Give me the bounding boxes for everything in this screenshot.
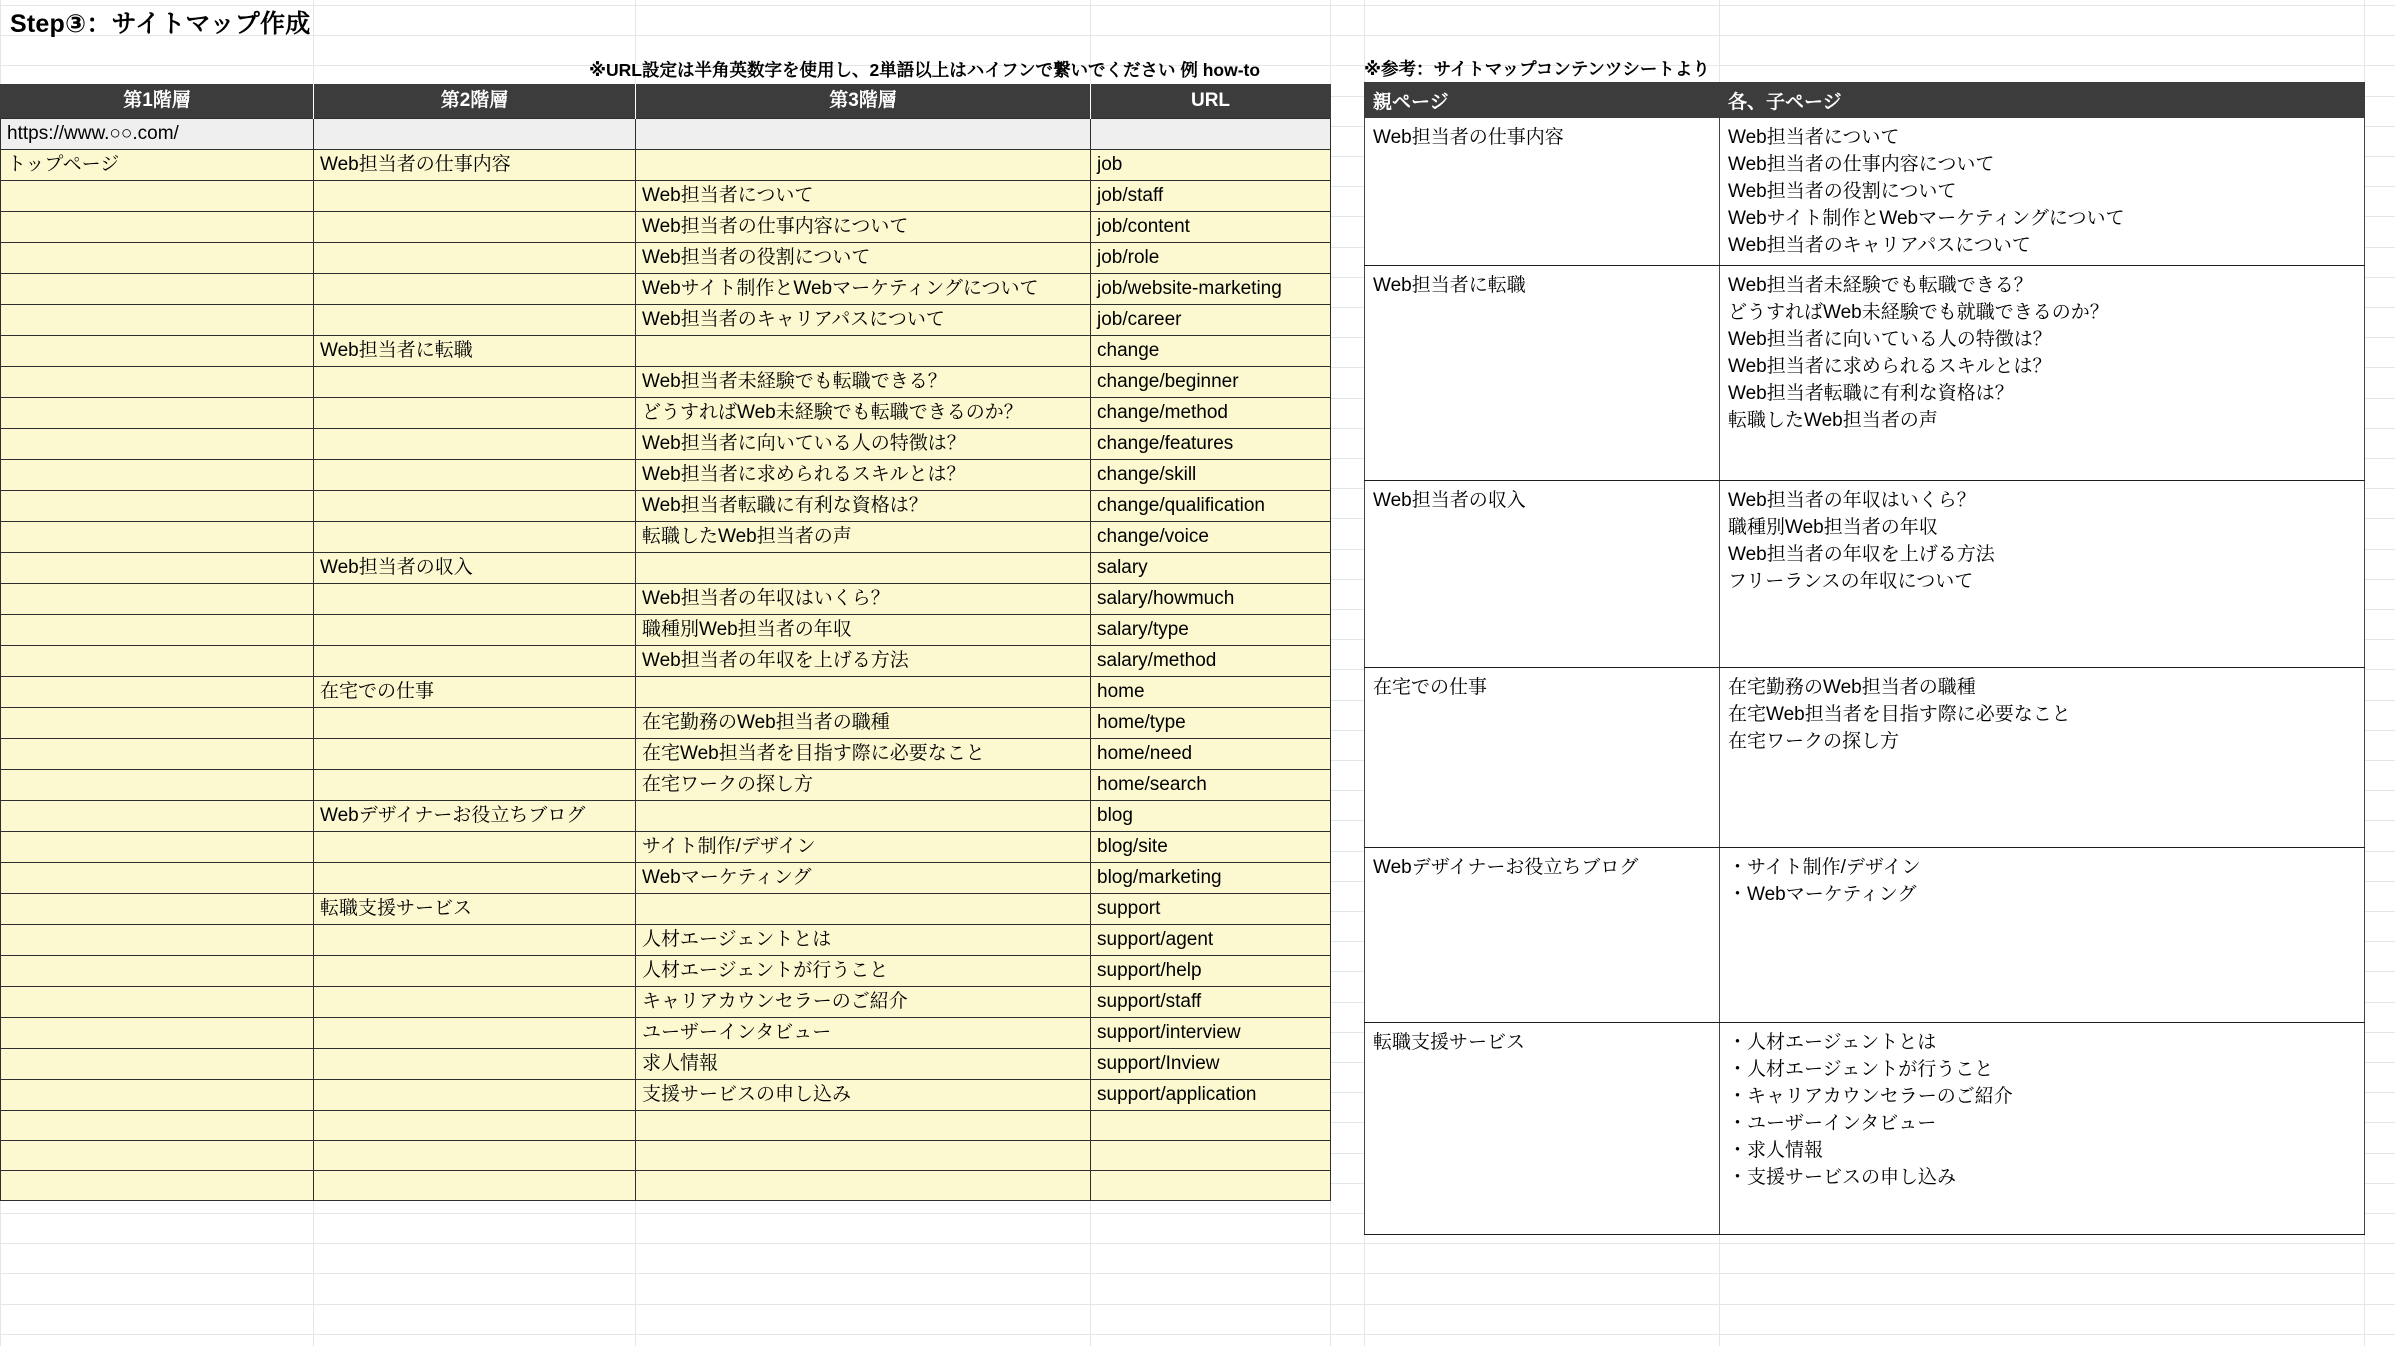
reference-child-page-line: Web担当者に求められるスキルとは？ [1728,356,2052,377]
sitemap-cell-col2[interactable] [314,739,636,770]
sitemap-cell-col3[interactable] [636,119,1091,150]
sitemap-cell-col2[interactable] [314,429,636,460]
sitemap-cell-col4[interactable]: home/search [1091,770,1331,801]
sitemap-cell-col2[interactable]: Webデザイナーお役立ちブログ [314,801,636,832]
sitemap-cell-col4[interactable]: change/skill [1091,460,1331,491]
table-row[interactable] [1,367,1331,398]
sitemap-cell-col1[interactable] [1,615,314,646]
sitemap-cell-col1[interactable] [1,770,314,801]
sitemap-cell-col1[interactable] [1,739,314,770]
sitemap-cell-col2[interactable] [314,1049,636,1080]
sitemap-cell-col3[interactable]: Webサイト制作とWebマーケティングについて [636,274,1091,305]
column-header-parent-page: 親ページ [1365,83,1720,118]
sitemap-cell-col4[interactable]: support [1091,894,1331,925]
sitemap-cell-col1[interactable] [1,863,314,894]
table-row[interactable] [1,646,1331,677]
sitemap-cell-col4[interactable]: change [1091,336,1331,367]
sitemap-cell-col3[interactable]: 人材エージェントとは [636,925,1091,956]
table-row[interactable] [1,553,1331,584]
sitemap-cell-col2[interactable] [314,398,636,429]
sitemap-cell-col1[interactable] [1,367,314,398]
sitemap-cell-col4[interactable]: job/career [1091,305,1331,336]
sitemap-cell-col3[interactable]: 人材エージェントが行うこと [636,956,1091,987]
sitemap-cell-col3[interactable]: Web担当者のキャリアパスについて [636,305,1091,336]
table-row[interactable] [1,801,1331,832]
table-row[interactable] [1,1141,1331,1171]
sitemap-cell-col4[interactable]: support/staff [1091,987,1331,1018]
reference-child-page-line: ・人材エージェントが行うこと [1728,1059,1994,1080]
sitemap-cell-col4[interactable]: job [1091,150,1331,181]
table-row[interactable] [1,863,1331,894]
sitemap-cell-col4[interactable]: salary/type [1091,615,1331,646]
sitemap-cell-col1[interactable] [1,956,314,987]
sitemap-cell-col4[interactable]: job/role [1091,243,1331,274]
reference-header-row [1365,83,2365,118]
sitemap-cell-col3[interactable]: 在宅勤務のWeb担当者の職種 [636,708,1091,739]
reference-parent-page-cell[interactable]: Web担当者に転職 [1365,266,1720,481]
sitemap-cell-col4[interactable]: change/beginner [1091,367,1331,398]
reference-child-page-line: 在宅勤務のWeb担当者の職種 [1728,677,1976,698]
reference-child-page-line: Web担当者未経験でも転職できる？ [1728,275,2033,296]
sitemap-cell-col2[interactable] [314,987,636,1018]
reference-child-pages-cell[interactable] [1720,481,2365,668]
reference-child-pages-cell[interactable] [1720,668,2365,848]
sitemap-cell-col3[interactable]: Web担当者の年収を上げる方法 [636,646,1091,677]
reference-child-page-line: ・キャリアカウンセラーのご紹介 [1728,1086,2013,1107]
table-row[interactable] [1,1111,1331,1141]
sitemap-cell-col2[interactable] [314,646,636,677]
column-header-level3: 第3階層 [636,84,1091,119]
table-row[interactable] [1,522,1331,553]
table-row[interactable] [1,739,1331,770]
sitemap-cell-col3[interactable] [636,1111,1091,1141]
sitemap-cell-col2[interactable] [314,708,636,739]
table-row[interactable] [1,584,1331,615]
sitemap-cell-col2[interactable] [314,925,636,956]
sitemap-cell-col4[interactable]: home [1091,677,1331,708]
table-row[interactable] [1,429,1331,460]
sitemap-cell-col4[interactable]: salary/howmuch [1091,584,1331,615]
sitemap-cell-col1[interactable] [1,305,314,336]
sitemap-cell-col1[interactable] [1,987,314,1018]
sitemap-cell-col3[interactable]: 在宅ワークの探し方 [636,770,1091,801]
reference-child-page-line: フリーランスの年収について [1728,571,1974,592]
sitemap-cell-col3[interactable] [636,894,1091,925]
sitemap-cell-col4[interactable]: change/features [1091,429,1331,460]
sitemap-cell-col1[interactable] [1,1141,314,1171]
reference-child-page-line: 転職したWeb担当者の声 [1728,410,1938,431]
reference-child-page-line: ・ユーザーインタビュー [1728,1113,1937,1134]
sitemap-cell-col2[interactable] [314,460,636,491]
sitemap-cell-col3[interactable]: Web担当者転職に有利な資格は？ [636,491,1091,522]
sitemap-cell-col3[interactable] [636,336,1091,367]
table-row[interactable] [1,336,1331,367]
sitemap-cell-col4[interactable] [1091,119,1331,150]
sitemap-cell-col1[interactable] [1,801,314,832]
sitemap-cell-col4[interactable]: job/website-marketing [1091,274,1331,305]
column-header-level2: 第2階層 [314,84,636,119]
sitemap-cell-col3[interactable]: Web担当者の役割について [636,243,1091,274]
table-row[interactable] [1,677,1331,708]
reference-child-page-line: 職種別Web担当者の年収 [1728,517,1938,538]
sitemap-cell-col1[interactable] [1,336,314,367]
sitemap-cell-col2[interactable] [314,832,636,863]
sitemap-cell-col4[interactable]: blog/marketing [1091,863,1331,894]
sitemap-cell-col4[interactable]: salary/method [1091,646,1331,677]
sitemap-cell-col3[interactable]: Web担当者の年収はいくら？ [636,584,1091,615]
sitemap-cell-col2[interactable]: Web担当者の収入 [314,553,636,584]
sitemap-cell-col2[interactable]: 転職支援サービス [314,894,636,925]
sitemap-table[interactable] [0,84,1331,1201]
sitemap-cell-col2[interactable] [314,491,636,522]
table-row[interactable] [1365,118,2365,266]
reference-child-page-line: Web担当者の年収はいくら？ [1728,490,1976,511]
column-header-child-pages: 各、子ページ [1720,83,2365,118]
sitemap-cell-col1[interactable] [1,181,314,212]
sitemap-body [1,119,1331,1201]
sitemap-cell-col4[interactable]: home/type [1091,708,1331,739]
sitemap-cell-col4[interactable]: support/interview [1091,1018,1331,1049]
table-row[interactable] [1,708,1331,739]
reference-child-page-line: 在宅ワークの探し方 [1728,731,1900,752]
sitemap-cell-col3[interactable]: 職種別Web担当者の年収 [636,615,1091,646]
reference-child-page-line: Web担当者の役割について [1728,181,1957,202]
sitemap-cell-col1[interactable] [1,584,314,615]
sitemap-cell-col1[interactable] [1,1049,314,1080]
sitemap-cell-col2[interactable]: Web担当者の仕事内容 [314,150,636,181]
sitemap-cell-col1[interactable]: https://www.○○.com/ [1,119,314,150]
table-row[interactable] [1365,848,2365,1023]
table-row[interactable] [1365,481,2365,668]
sitemap-cell-col2[interactable]: Web担当者に転職 [314,336,636,367]
sitemap-cell-col2[interactable] [314,956,636,987]
sitemap-cell-col1[interactable] [1,1171,314,1201]
sitemap-cell-col2[interactable] [314,181,636,212]
sitemap-cell-col4[interactable]: support/help [1091,956,1331,987]
sitemap-cell-col4[interactable] [1091,1111,1331,1141]
table-row[interactable] [1,1018,1331,1049]
reference-body [1365,118,2365,1235]
sitemap-cell-col3[interactable]: 支援サービスの申し込み [636,1080,1091,1111]
reference-child-page-line: Web担当者について [1728,127,1900,148]
reference-child-page-line: Webサイト制作とWebマーケティングについて [1728,208,2125,229]
sitemap-cell-col2[interactable] [314,243,636,274]
sitemap-cell-col4[interactable]: change/method [1091,398,1331,429]
sitemap-cell-col4[interactable]: blog [1091,801,1331,832]
sitemap-cell-col2[interactable] [314,770,636,801]
table-row[interactable] [1,212,1331,243]
sitemap-cell-col4[interactable]: change/qualification [1091,491,1331,522]
sitemap-cell-col3[interactable]: Webマーケティング [636,863,1091,894]
sitemap-cell-col3[interactable]: Web担当者の仕事内容について [636,212,1091,243]
sitemap-cell-col3[interactable]: Web担当者に求められるスキルとは？ [636,460,1091,491]
sitemap-cell-col4[interactable] [1091,1141,1331,1171]
sitemap-cell-col1[interactable] [1,491,314,522]
sitemap-cell-col3[interactable] [636,1141,1091,1171]
sitemap-cell-col1[interactable] [1,243,314,274]
sitemap-cell-col3[interactable] [636,1171,1091,1201]
reference-parent-page-cell[interactable]: 在宅での仕事 [1365,668,1720,848]
table-row[interactable] [1,150,1331,181]
column-header-level1: 第1階層 [1,84,314,119]
table-row[interactable] [1,956,1331,987]
sitemap-cell-col1[interactable] [1,1018,314,1049]
sitemap-cell-col3[interactable]: 求人情報 [636,1049,1091,1080]
table-row[interactable] [1,832,1331,863]
sitemap-cell-col1[interactable] [1,522,314,553]
sitemap-cell-col3[interactable] [636,553,1091,584]
sitemap-cell-col2[interactable] [314,615,636,646]
sitemap-cell-col1[interactable] [1,708,314,739]
sitemap-cell-col4[interactable]: support/application [1091,1080,1331,1111]
sitemap-cell-col2[interactable] [314,367,636,398]
column-header-url: URL [1091,84,1331,119]
sitemap-cell-col2[interactable] [314,1171,636,1201]
reference-child-page-line: 在宅Web担当者を目指す際に必要なこと [1728,704,2071,725]
reference-child-page-line: ・サイト制作/デザイン [1728,857,1921,878]
sitemap-cell-col1[interactable] [1,1111,314,1141]
reference-child-pages-cell[interactable] [1720,118,2365,266]
url-rule-note: ※URL設定は半角英数字を使用し、2単語以上はハイフンで繋いでください 例 how-to [589,60,1261,80]
table-row[interactable] [1,460,1331,491]
table-row[interactable] [1,119,1331,150]
reference-parent-page-cell[interactable]: 転職支援サービス [1365,1023,1720,1235]
reference-child-page-line: Web担当者の仕事内容について [1728,154,1995,175]
sitemap-cell-col2[interactable]: 在宅での仕事 [314,677,636,708]
sitemap-cell-col1[interactable] [1,274,314,305]
sitemap-cell-col2[interactable] [314,1018,636,1049]
reference-child-pages-cell[interactable] [1720,1023,2365,1235]
sitemap-cell-col1[interactable] [1,212,314,243]
table-row[interactable] [1,491,1331,522]
sitemap-cell-col3[interactable]: ユーザーインタビュー [636,1018,1091,1049]
sitemap-cell-col2[interactable] [314,212,636,243]
sitemap-cell-col1[interactable] [1,553,314,584]
sitemap-cell-col3[interactable] [636,801,1091,832]
sitemap-cell-col4[interactable]: job/staff [1091,181,1331,212]
reference-note: ※参考：サイトマップコンテンツシートより [1364,59,1710,79]
reference-child-page-line: ・求人情報 [1728,1140,1824,1161]
table-row[interactable] [1,770,1331,801]
sitemap-cell-col3[interactable]: Web担当者未経験でも転職できる？ [636,367,1091,398]
reference-child-pages-cell[interactable] [1720,266,2365,481]
sitemap-cell-col4[interactable]: home/need [1091,739,1331,770]
sitemap-cell-col1[interactable] [1,429,314,460]
sitemap-cell-col2[interactable] [314,274,636,305]
sitemap-cell-col3[interactable]: Web担当者について [636,181,1091,212]
sitemap-cell-col4[interactable]: support/agent [1091,925,1331,956]
sitemap-cell-col4[interactable]: blog/site [1091,832,1331,863]
reference-child-page-line: Web担当者のキャリアパスについて [1728,235,2031,256]
page-title: Step③：サイトマップ作成 [10,10,311,38]
table-row[interactable] [1,398,1331,429]
sitemap-cell-col1[interactable]: トップページ [1,150,314,181]
sitemap-cell-col1[interactable] [1,1080,314,1111]
reference-parent-page-cell[interactable]: Webデザイナーお役立ちブログ [1365,848,1720,1023]
sitemap-cell-col4[interactable]: job/content [1091,212,1331,243]
table-row[interactable] [1,305,1331,336]
sitemap-cell-col3[interactable] [636,677,1091,708]
table-row[interactable] [1365,266,2365,481]
reference-table[interactable] [1364,82,2365,1235]
sitemap-cell-col1[interactable] [1,925,314,956]
sitemap-cell-col2[interactable] [314,1111,636,1141]
sitemap-cell-col2[interactable] [314,119,636,150]
sitemap-cell-col3[interactable]: 転職したWeb担当者の声 [636,522,1091,553]
sitemap-cell-col4[interactable]: change/voice [1091,522,1331,553]
reference-child-page-line: どうすればWeb未経験でも就職できるのか？ [1728,302,2109,323]
reference-parent-page-cell[interactable]: Web担当者の仕事内容 [1365,118,1720,266]
sitemap-cell-col1[interactable] [1,894,314,925]
table-row[interactable] [1365,1023,2365,1235]
sitemap-cell-col2[interactable] [314,1080,636,1111]
table-row[interactable] [1,925,1331,956]
sitemap-cell-col3[interactable]: キャリアカウンセラーのご紹介 [636,987,1091,1018]
reference-child-page-line: ・Webマーケティング [1728,884,1917,905]
table-row[interactable] [1,181,1331,212]
table-row[interactable] [1,243,1331,274]
reference-child-page-line: Web担当者の年収を上げる方法 [1728,544,1995,565]
reference-child-pages-cell[interactable] [1720,848,2365,1023]
sitemap-cell-col1[interactable] [1,460,314,491]
sitemap-cell-col4[interactable] [1091,1171,1331,1201]
reference-child-page-line: ・人材エージェントとは [1728,1032,1937,1053]
sitemap-cell-col1[interactable] [1,398,314,429]
table-row[interactable] [1,1171,1331,1201]
sitemap-cell-col2[interactable] [314,305,636,336]
sitemap-cell-col4[interactable]: support/Inview [1091,1049,1331,1080]
sitemap-header-row [1,84,1331,119]
reference-child-page-line: Web担当者に向いている人の特徴は？ [1728,329,2052,350]
reference-child-page-line: Web担当者転職に有利な資格は？ [1728,383,2014,404]
sitemap-cell-col1[interactable] [1,646,314,677]
sitemap-cell-col3[interactable]: Web担当者に向いている人の特徴は？ [636,429,1091,460]
sitemap-cell-col3[interactable]: どうすればWeb未経験でも転職できるのか？ [636,398,1091,429]
table-row[interactable] [1,1049,1331,1080]
table-row[interactable] [1365,668,2365,848]
sitemap-cell-col3[interactable] [636,150,1091,181]
sitemap-cell-col2[interactable] [314,584,636,615]
sitemap-cell-col2[interactable] [314,1141,636,1171]
reference-parent-page-cell[interactable]: Web担当者の収入 [1365,481,1720,668]
table-row[interactable] [1,1080,1331,1111]
sitemap-cell-col2[interactable] [314,863,636,894]
sitemap-cell-col1[interactable] [1,832,314,863]
table-row[interactable] [1,894,1331,925]
sitemap-cell-col2[interactable] [314,522,636,553]
table-row[interactable] [1,615,1331,646]
table-row[interactable] [1,274,1331,305]
table-row[interactable] [1,987,1331,1018]
sitemap-cell-col3[interactable]: 在宅Web担当者を目指す際に必要なこと [636,739,1091,770]
sitemap-cell-col1[interactable] [1,677,314,708]
reference-child-page-line: ・支援サービスの申し込み [1728,1167,1957,1188]
sitemap-cell-col4[interactable]: salary [1091,553,1331,584]
sitemap-cell-col3[interactable]: サイト制作/デザイン [636,832,1091,863]
